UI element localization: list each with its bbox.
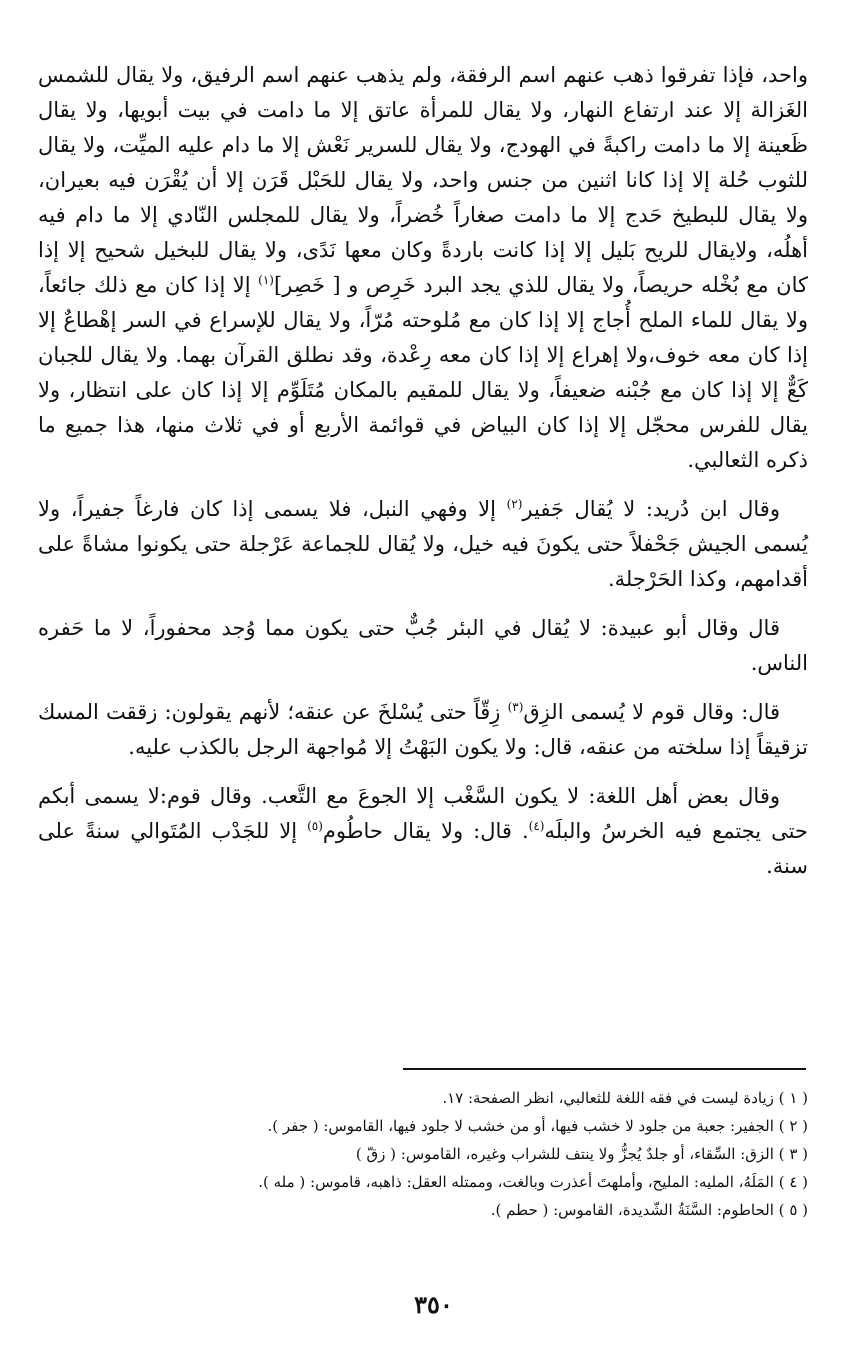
- paragraph-4-text-a: قال: وقال قوم لا يُسمى الزِق: [523, 700, 780, 724]
- paragraph-5: [38, 779, 808, 884]
- footnote-2: ( ٢ ) الجفير: جعبة من جلود لا خشب فيها، أو من خشب لا جلود فيها، القاموس: ( جفر ).: [267, 1117, 808, 1135]
- main-text: [38, 58, 808, 884]
- paragraph-4: [38, 695, 808, 765]
- paragraph-1-text-b: إلا إذا كان مع ذلك جائعاً، ولا يقال للماء الملح أُجاج إلا إذا كان مع مُلوحته مُرّاً، ولا يقال للإسراع في السر إهْطاعٌ إلا إذا كان معه خوف،ولا إهراع إلا إذا كان معه رِعْدة، وقد نطلق القرآن بهما. ولا يقال للجبان كَعٌّ إلا إذا كان مع جُبْنه ضعيفاً، ولا يقال للمقيم بالمكان مُتَلَوِّم إلا إذا كان على انتظار، ولا يقال للفرس محجّل إلا إذا كان البياض في قوائمة الأربع أو في ثلاث منها، هذا جميع ما ذكره الثعالبي.: [38, 273, 808, 472]
- paragraph-1-text-a: واحد، فإذا تفرقوا ذهب عنهم اسم الرفقة، ولم يذهب عنهم اسم الرفيق، ولا يقال للشمس الغَزالة إلا عند ارتفاع النهار، ولا يقال للمرأة عاتق إلا ما دامت في بيت أبويها، ولا يقال ظَعينة إلا ما دامت راكبةً في الهودج، ولا يقال للسرير نَعْش إلا ما دام عليه الميِّت، ولا يقال للثوب حُلة إلا إذا كانا اثنين من جنس واحد، ولا يقال للحَبْل قَرَن إلا أن يُقْرَن فيه بعيران، ولا يقال للبطيخ حَدج إلا ما دامت صغاراً خُضراً، ولا يقال للمجلس النّادي إلا ما دام فيه أهلُه، ولايقال للريح بَليل إلا إذا كانت باردةً وكان معها نَدًى، ولا يقال للبخيل شحيح إلا إذا كان مع بُخْله حريصاً، ولا يقال للذي يجد البرد خَرِص و [ خَصِر]: [38, 63, 808, 297]
- paragraph-4-text-b: زِقّاً حتى يُسْلخَ عن عنقه؛ لأنهم يقولون: زققت المسك تزقيقاً إذا سلخته من عنقه، قال: ولا يكون البَهْتُ إلا مُواجهة الرجل بالكذب عليه.: [38, 700, 808, 759]
- footnote-ref-1: (١): [258, 273, 274, 287]
- page-number: ٣٥٠: [414, 1290, 453, 1319]
- paragraph-5-text-c: إلا للجَدْب المُتَوالي سنةً على سنة.: [38, 819, 808, 878]
- paragraph-2: [38, 492, 808, 597]
- footnote-3: ( ٣ ) الزق: السِّقاء، أو جلدٌ يُجزُّ ولا ينتف للشراب وغيره، القاموس: ( زقّ ): [355, 1145, 808, 1163]
- footnote-ref-3: (٣): [507, 700, 524, 714]
- paragraph-3-text: قال وقال أبو عبيدة: لا يُقال في البئر جُبٌّ حتى يكون مما وُجد محفوراً، لا ما حَفره الناس.: [38, 616, 808, 675]
- paragraph-3: [38, 611, 808, 681]
- footnotes: [38, 1084, 808, 1224]
- paragraph-5-text-a: وقال بعض أهل اللغة: لا يكون السَّغْب إلا الجوعَ مع التَّعب. وقال قوم:لا يسمى أبكم حتى يجتمع فيه الخرسُ والبلَه: [38, 784, 808, 843]
- footnote-ref-2: (٢): [506, 497, 523, 511]
- footnote-ref-5: (٥): [307, 819, 323, 833]
- footnote-1: ( ١ ) زيادة ليست في فقه اللغة للثعالبي، انظر الصفحة: ١٧.: [442, 1089, 808, 1107]
- paragraph-5-text-b: . قال: ولا يقال حاطُوم: [322, 819, 529, 843]
- paragraph-2-text-b: إلا وفهي النبل، فلا يسمى إذا كان فارغاً جفيراً، ولا يُسمى الجيش جَحْفلاً حتى يكونَ فيه خيل، ولا يُقال للجماعة عَرْجلة حتى يكونوا مشاةً على أقدامهم، وكذا الحَرْجلة.: [38, 497, 808, 591]
- footnote-separator: [403, 1068, 806, 1070]
- paragraph-2-text-a: وقال ابن دُريد: لا يُقال جَفير: [522, 497, 780, 521]
- footnote-5: ( ٥ ) الحاطوم: السَّنَةُ الشّديدة، القاموس: ( حطم ).: [490, 1201, 808, 1219]
- footnote-4: ( ٤ ) المَلَهُ، المليه: المليح، وأملهتَ أعذرت وبالغت، وممتله العقل: ذاهبه، قاموس: ( مله ).: [258, 1173, 808, 1191]
- paragraph-1: [38, 58, 808, 478]
- footnote-ref-4: (٤): [528, 819, 545, 833]
